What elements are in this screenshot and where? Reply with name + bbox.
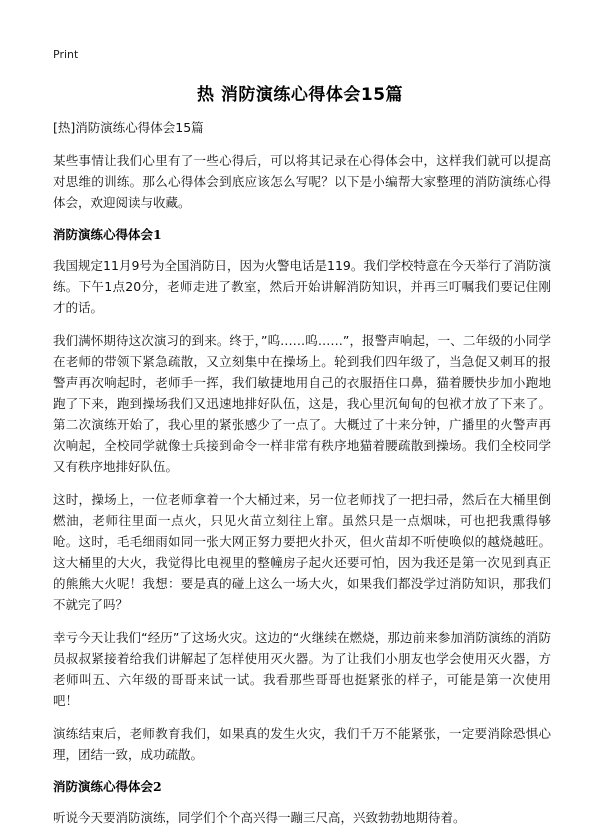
- section1-paragraph-2: 我们满怀期待这次演习的到来。终于，”呜……呜……”，报警声响起，一、二年级的小同学在老师的带领下紧急疏散，又立刻集中在操场上。轮到我们四年级了，当急促又刺耳的报警声再次响起时，老师手一挥，我们敏捷地用自己的衣服捂住口鼻，猫着腰快步加小跑地跑了下来，跑到操场我们又迅速地排好队伍，这是，我心里沉甸甸的包袱才放了下来了。第二次演练开始了，我心里的紧张感少了一点了。大概过了十来分钟，广播里的火警声再次响起，全校同学就像士兵接到命令一样非常有秩序地猫着腰疏散到操场。我们全校同学又有秩序地排好队伍。: [53, 333, 551, 474]
- document-body: [53, 118, 551, 840]
- document-subtitle: [热]消防演练心得体会15篇: [53, 120, 204, 135]
- print-label[interactable]: Print: [53, 48, 79, 61]
- section1-paragraph-5: 演练结束后，老师教育我们，如果真的发生火灾，我们千万不能紧张，一定要消除恐惧心理，团结一致，成功疏散。: [53, 726, 551, 762]
- intro-paragraph: 某些事情让我们心里有了一些心得后，可以将其记录在心得体会中，这样我们就可以提高对思维的训练。那么心得体会到底应该怎么写呢？以下是小编帮大家整理的消防演练心得体会，欢迎阅读与收藏。: [53, 153, 551, 210]
- section1-paragraph-4: 幸亏今天让我们“经历”了这场火灾。这边的“火继续在燃烧，那边前来参加消防演练的消防员叔叔紧接着给我们讲解起了怎样使用灭火器。为了让我们小朋友也学会使用灭火器，方老师叫五、六年级的哥哥来试一试。我看那些哥哥也挺紧张的样子，可能是第一次使用吧！: [53, 630, 551, 708]
- section2-paragraph-1: 听说今天要消防演练，同学们个个高兴得一蹦三尺高，兴致勃勃地期待着。: [53, 810, 466, 825]
- section-heading-2: 消防演练心得体会2: [53, 779, 162, 794]
- section1-paragraph-3: 这时，操场上，一位老师拿着一个大桶过来，另一位老师找了一把扫帚，然后在大桶里倒燃油，老师往里面一点火，只见火苗立刻往上窜。虽然只是一点烟味，可也把我熏得够呛。这时，毛毛细雨如同一张大网正努力要把火扑灭，但火苗却不听使唤似的越烧越旺。这大桶里的大火，我觉得比电视里的整幢房子起火还要可怕，因为我还是第一次见到真正的熊熊大火呢！我想：要是真的碰上这么一场大火，如果我们都没学过消防知识，那我们不就完了吗？: [53, 492, 551, 612]
- section-heading-1: 消防演练心得体会1: [53, 227, 162, 242]
- section1-paragraph-1: 我国规定11月9号为全国消防日，因为火警电话是119。我们学校特意在今天举行了消防演练。下午1点20分，老师走进了教室，然后开始讲解消防知识，并再三叮嘱我们要记住刚才的话。: [53, 258, 551, 315]
- page-title: 热 消防演练心得体会15篇: [196, 85, 404, 105]
